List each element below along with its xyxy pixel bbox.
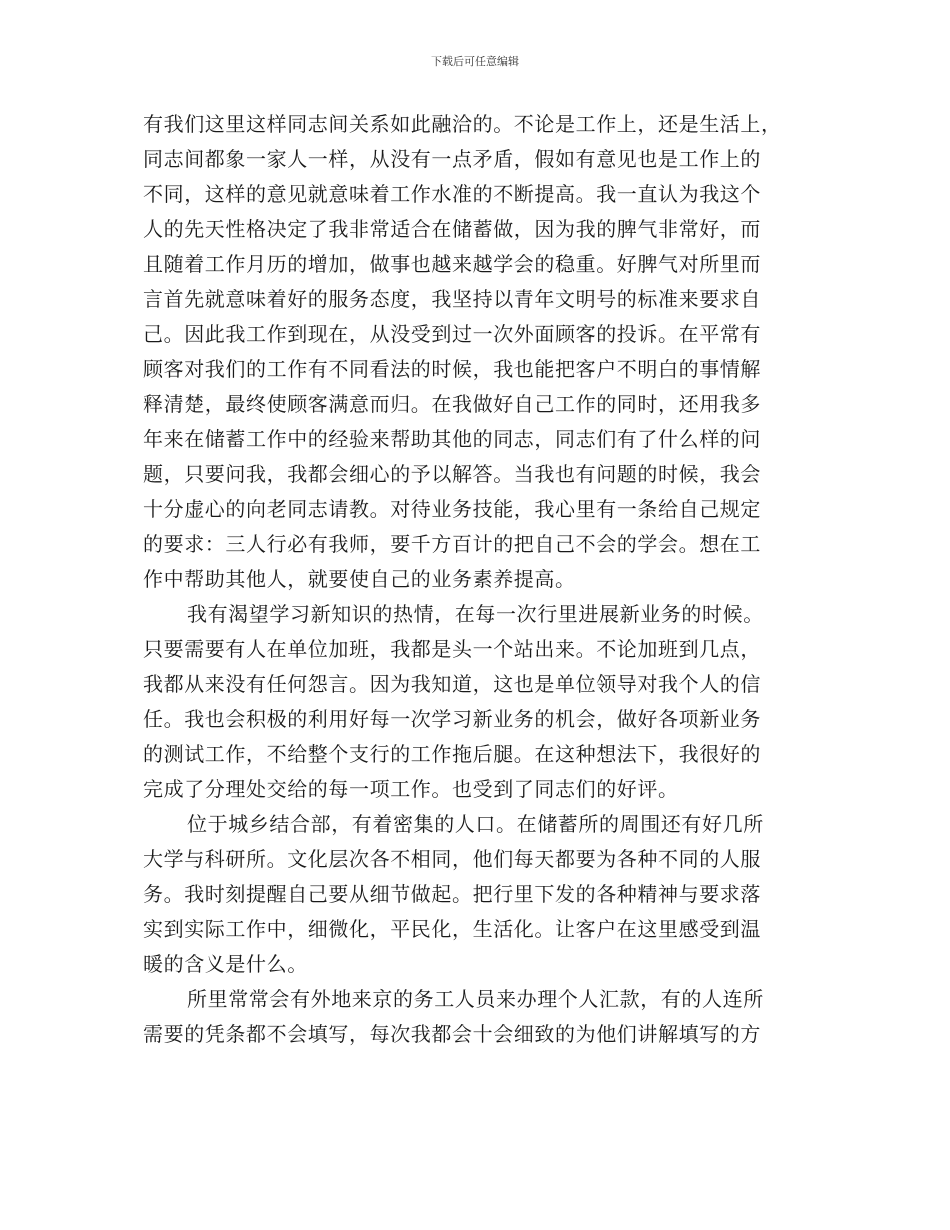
paragraph-3 [143,807,803,982]
text-line: 任。我也会积极的利用好每一次学习新业务的机会，做好各项新业务 [143,707,761,731]
text-line: 十分虚心的向老同志请教。对待业务技能，我心里有一条给自己规定 [143,497,761,521]
text-line: 己。因此我工作到现在，从没受到过一次外面顾客的投诉。在平常有 [143,322,761,346]
text-line: 作中帮助其他人，就要使自己的业务素养提高。 [143,567,576,591]
paragraph-2 [143,597,803,807]
text-line: 人的先天性格决定了我非常适合在储蓄做，因为我的脾气非常好，而 [143,217,761,241]
text-line: 释清楚，最终使顾客满意而归。在我做好自己工作的同时，还用我多 [143,392,761,416]
text-line: 位于城乡结合部，有着密集的人口。在储蓄所的周围还有好几所 [187,812,764,836]
text-line: 我都从来没有任何怨言。因为我知道，这也是单位领导对我个人的信 [143,672,761,696]
text-line: 且随着工作月历的增加，做事也越来越学会的稳重。好脾气对所里而 [143,252,761,276]
paragraph-1 [143,107,803,597]
text-line: 有我们这里这样同志间关系如此融洽的。不论是工作上，还是生活上， [143,112,782,136]
text-line: 实到实际工作中，细微化，平民化，生活化。让客户在这里感受到温 [143,917,761,941]
text-line: 完成了分理处交给的每一项工作。也受到了同志们的好评。 [143,777,679,801]
paragraph-4 [143,982,803,1052]
text-line: 需要的凭条都不会填写，每次我都会十会细致的为他们讲解填写的方 [143,1022,761,1046]
body-text [143,107,803,1052]
text-line: 同志间都象一家人一样，从没有一点矛盾，假如有意见也是工作上的 [143,147,761,171]
text-line: 言首先就意味着好的服务态度，我坚持以青年文明号的标准来要求自 [143,287,761,311]
text-line: 题，只要问我，我都会细心的予以解答。当我也有问题的时候，我会 [143,462,761,486]
text-line: 我有渴望学习新知识的热情，在每一次行里进展新业务的时候。 [187,602,764,626]
text-line: 的要求：三人行必有我师，要千方百计的把自己不会的学会。想在工 [143,532,761,556]
text-line: 所里常常会有外地来京的务工人员来办理个人汇款，有的人连所 [187,987,764,1011]
text-line: 顾客对我们的工作有不同看法的时候，我也能把客户不明白的事情解 [143,357,761,381]
text-line: 大学与科研所。文化层次各不相同，他们每天都要为各种不同的人服 [143,847,761,871]
text-line: 只要需要有人在单位加班，我都是头一个站出来。不论加班到几点， [143,637,761,661]
text-line: 暖的含义是什么。 [143,952,308,976]
text-line: 务。我时刻提醒自己要从细节做起。把行里下发的各种精神与要求落 [143,882,761,906]
text-line: 不同，这样的意见就意味着工作水准的不断提高。我一直认为我这个 [143,182,761,206]
text-line: 年来在储蓄工作中的经验来帮助其他的同志，同志们有了什么样的问 [143,427,761,451]
header-note: 下载后可任意编辑 [431,55,519,68]
text-line: 的测试工作，不给整个支行的工作拖后腿。在这种想法下，我很好的 [143,742,761,766]
